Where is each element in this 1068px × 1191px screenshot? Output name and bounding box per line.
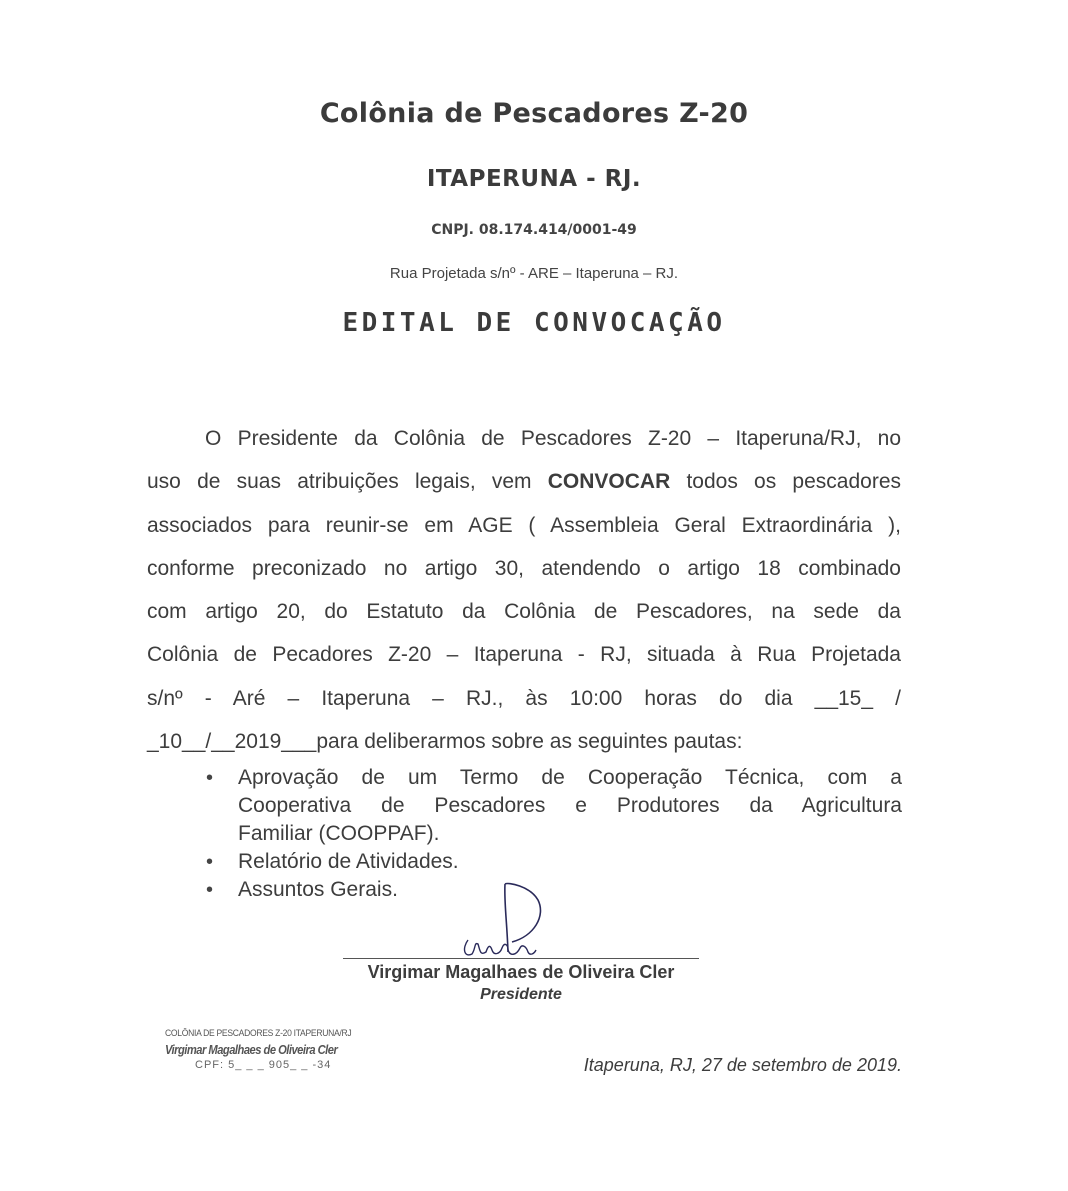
handwritten-signature	[450, 878, 560, 968]
stamp-cpf: CPF: 5_ _ _ 905_ _ -34	[195, 1059, 332, 1071]
agenda-item-line: Familiar (COOPPAF).	[238, 822, 440, 845]
official-stamp	[165, 1028, 375, 1098]
paragraph-line: O Presidente da Colônia de Pescadores Z-20 – Itaperuna/RJ, no	[205, 427, 901, 450]
organization-name: Colônia de Pescadores Z-20	[319, 98, 749, 129]
stamp-organization: COLÔNIA DE PESCADORES Z-20 ITAPERUNA/RJ	[165, 1028, 352, 1038]
paragraph-line: s/nº - Aré – Itaperuna – RJ., às 10:00 horas do dia __15_ /	[147, 686, 901, 710]
document-title: EDITAL DE CONVOCAÇÃO	[342, 308, 726, 338]
signatory-name: Virgimar Magalhaes de Oliveira Cler	[367, 962, 675, 982]
paragraph-line: _10__/__2019___para deliberarmos sobre as seguintes pautas:	[147, 730, 743, 754]
paragraph-line: com artigo 20, do Estatuto da Colônia de Pescadores, na sede da	[147, 600, 901, 624]
text-segment: uso de suas atribuições legais, vem	[147, 470, 548, 494]
agenda-item-line: • Aprovação de um Termo de Cooperação Técnica, com a	[238, 766, 902, 789]
agenda-item-line: Cooperativa de Pescadores e Produtores da Agricultura	[238, 794, 902, 817]
stamp-name: Virgimar Magalhaes de Oliveira Cler	[165, 1042, 338, 1057]
convocation-paragraph	[147, 417, 901, 763]
paragraph-line: associados para reunir-se em AGE ( Assembleia Geral Extraordinária ),	[147, 513, 901, 537]
address-line: Rua Projetada s/nº - ARE – Itaperuna – RJ.	[389, 265, 679, 282]
signatory-role: Presidente	[480, 986, 562, 1003]
paragraph-line	[147, 460, 901, 503]
agenda-item-text: • Relatório de Atividades.	[238, 850, 459, 873]
signature-line	[343, 958, 699, 959]
cnpj-number: CNPJ. 08.174.414/0001-49	[431, 222, 637, 238]
text-segment: todos os pescadores	[670, 470, 902, 494]
agenda-item	[200, 764, 902, 848]
paragraph-line: conforme preconizado no artigo 30, atendendo o artigo 18 combinado	[147, 556, 901, 580]
agenda-item	[200, 848, 902, 876]
paragraph-line: Colônia de Pecadores Z-20 – Itaperuna - RJ, situada à Rua Projetada	[147, 643, 901, 667]
convocar-emphasis: CONVOCAR	[547, 470, 671, 494]
agenda-item-text: • Assuntos Gerais.	[238, 878, 398, 901]
city-heading: ITAPERUNA - RJ.	[426, 166, 642, 192]
place-and-date: Itaperuna, RJ, 27 de setembro de 2019.	[583, 1055, 902, 1075]
